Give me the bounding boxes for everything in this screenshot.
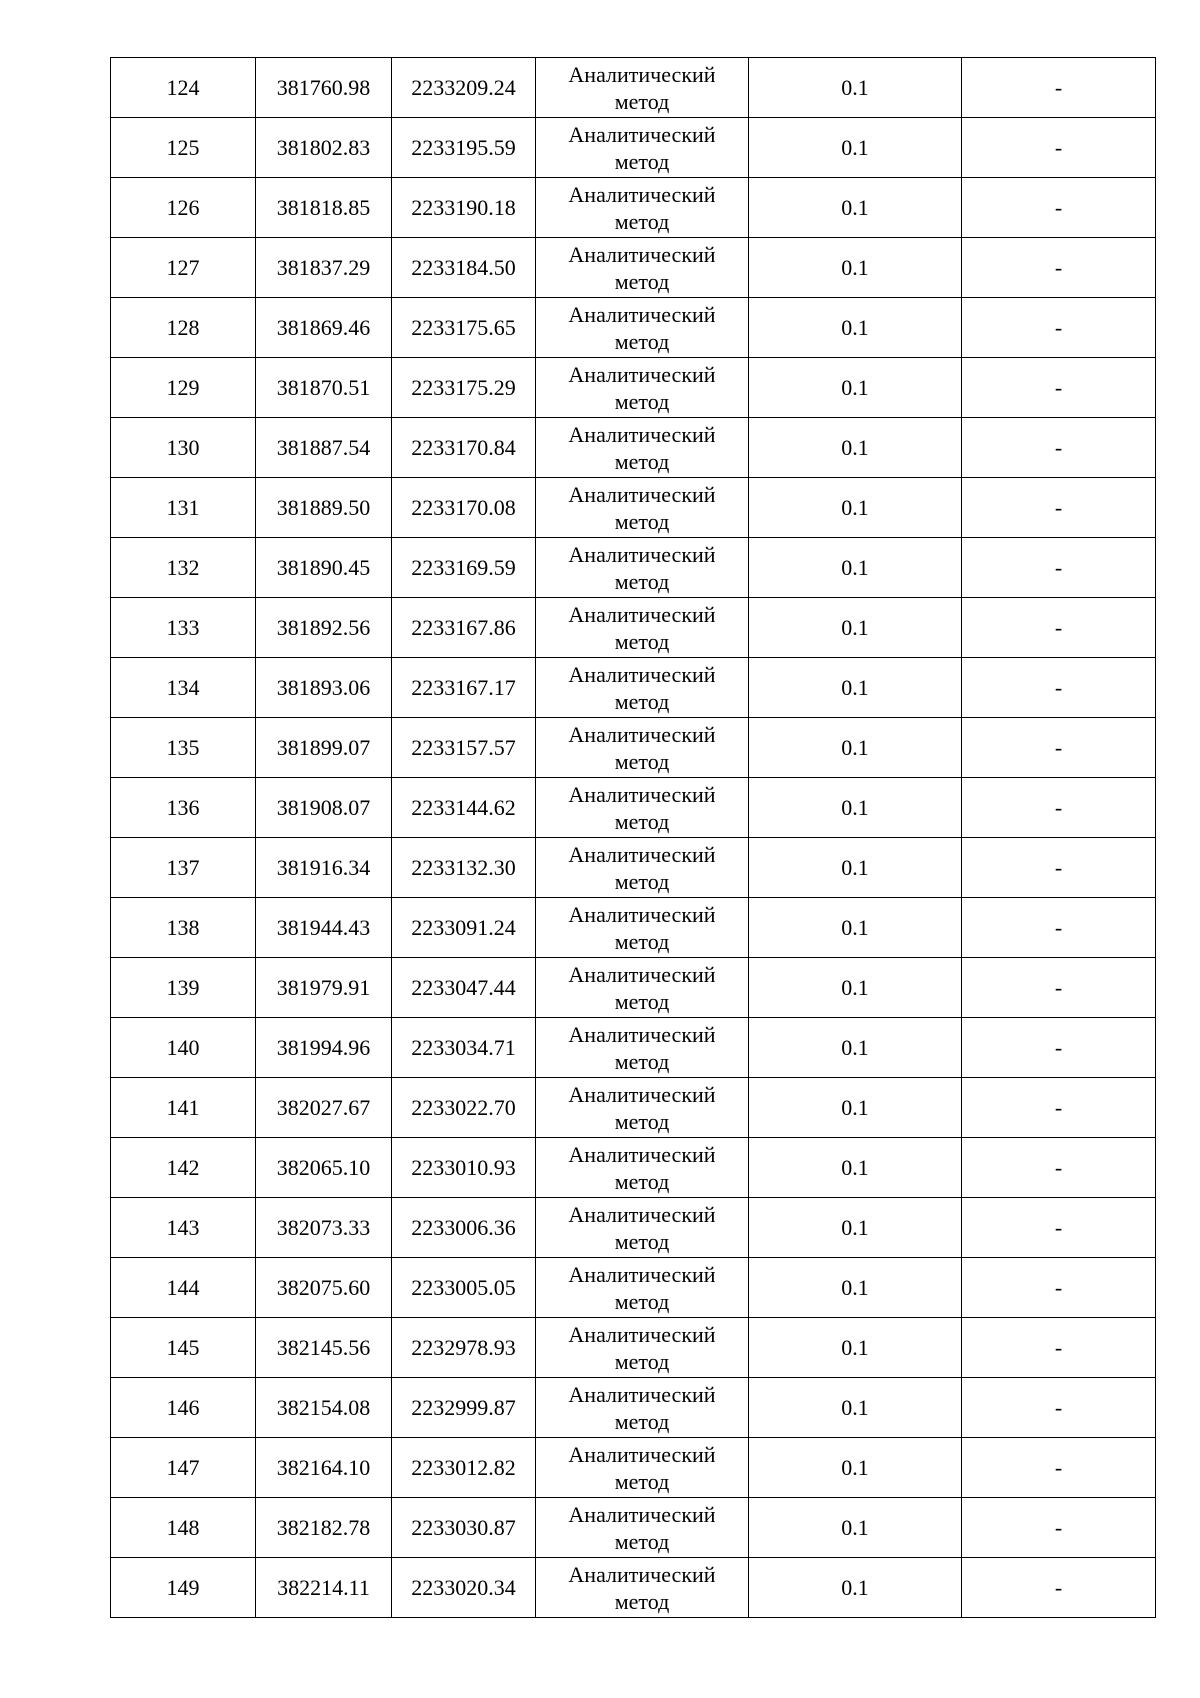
y-coordinate-cell: 2233170.84 bbox=[392, 418, 536, 478]
method-cell bbox=[536, 418, 749, 478]
method-line-2: метод bbox=[614, 1588, 670, 1614]
x-coordinate-cell: 381818.85 bbox=[256, 178, 392, 238]
document-page bbox=[110, 57, 1155, 1618]
note-cell: - bbox=[962, 118, 1156, 178]
note-cell: - bbox=[962, 658, 1156, 718]
method-line-2: метод bbox=[614, 508, 670, 534]
method-line-1: Аналитический bbox=[568, 841, 716, 867]
table-row bbox=[111, 1258, 1156, 1318]
accuracy-cell: 0.1 bbox=[749, 718, 962, 778]
table-row bbox=[111, 1438, 1156, 1498]
y-coordinate-cell: 2233020.34 bbox=[392, 1558, 536, 1618]
method-line-1: Аналитический bbox=[568, 61, 716, 87]
table-row bbox=[111, 418, 1156, 478]
method-line-1: Аналитический bbox=[568, 1381, 716, 1407]
method-line-2: метод bbox=[614, 1108, 670, 1134]
note-cell: - bbox=[962, 1018, 1156, 1078]
method-line-1: Аналитический bbox=[568, 901, 716, 927]
point-number-cell: 141 bbox=[111, 1078, 256, 1138]
table-row bbox=[111, 958, 1156, 1018]
table-row bbox=[111, 1318, 1156, 1378]
accuracy-cell: 0.1 bbox=[749, 238, 962, 298]
x-coordinate-cell: 382154.08 bbox=[256, 1378, 392, 1438]
accuracy-cell: 0.1 bbox=[749, 1198, 962, 1258]
point-number-cell: 149 bbox=[111, 1558, 256, 1618]
point-number-cell: 130 bbox=[111, 418, 256, 478]
note-cell: - bbox=[962, 1138, 1156, 1198]
method-cell bbox=[536, 898, 749, 958]
table-row bbox=[111, 1378, 1156, 1438]
y-coordinate-cell: 2233091.24 bbox=[392, 898, 536, 958]
accuracy-cell: 0.1 bbox=[749, 778, 962, 838]
y-coordinate-cell: 2233005.05 bbox=[392, 1258, 536, 1318]
point-number-cell: 138 bbox=[111, 898, 256, 958]
method-cell bbox=[536, 1558, 749, 1618]
method-cell bbox=[536, 1078, 749, 1138]
method-line-2: метод bbox=[614, 1288, 670, 1314]
y-coordinate-cell: 2233010.93 bbox=[392, 1138, 536, 1198]
y-coordinate-cell: 2233157.57 bbox=[392, 718, 536, 778]
table-row bbox=[111, 598, 1156, 658]
table-row bbox=[111, 1498, 1156, 1558]
method-cell bbox=[536, 238, 749, 298]
note-cell: - bbox=[962, 478, 1156, 538]
x-coordinate-cell: 382073.33 bbox=[256, 1198, 392, 1258]
method-line-2: метод bbox=[614, 928, 670, 954]
method-line-1: Аналитический bbox=[568, 1441, 716, 1467]
accuracy-cell: 0.1 bbox=[749, 1138, 962, 1198]
method-line-1: Аналитический bbox=[568, 1201, 716, 1227]
point-number-cell: 146 bbox=[111, 1378, 256, 1438]
y-coordinate-cell: 2233184.50 bbox=[392, 238, 536, 298]
accuracy-cell: 0.1 bbox=[749, 1438, 962, 1498]
table-row bbox=[111, 718, 1156, 778]
x-coordinate-cell: 381893.06 bbox=[256, 658, 392, 718]
method-line-1: Аналитический bbox=[568, 601, 716, 627]
method-line-1: Аналитический bbox=[568, 421, 716, 447]
y-coordinate-cell: 2233175.65 bbox=[392, 298, 536, 358]
point-number-cell: 144 bbox=[111, 1258, 256, 1318]
method-cell bbox=[536, 658, 749, 718]
table-row bbox=[111, 298, 1156, 358]
point-number-cell: 139 bbox=[111, 958, 256, 1018]
method-line-2: метод bbox=[614, 388, 670, 414]
y-coordinate-cell: 2233169.59 bbox=[392, 538, 536, 598]
accuracy-cell: 0.1 bbox=[749, 958, 962, 1018]
x-coordinate-cell: 381870.51 bbox=[256, 358, 392, 418]
method-cell bbox=[536, 298, 749, 358]
method-line-1: Аналитический bbox=[568, 1561, 716, 1587]
table-row bbox=[111, 478, 1156, 538]
method-line-1: Аналитический bbox=[568, 1321, 716, 1347]
method-line-2: метод bbox=[614, 868, 670, 894]
note-cell: - bbox=[962, 778, 1156, 838]
table-row bbox=[111, 118, 1156, 178]
method-line-2: метод bbox=[614, 988, 670, 1014]
note-cell: - bbox=[962, 418, 1156, 478]
y-coordinate-cell: 2233144.62 bbox=[392, 778, 536, 838]
table-row bbox=[111, 58, 1156, 118]
x-coordinate-cell: 381802.83 bbox=[256, 118, 392, 178]
table-row bbox=[111, 1198, 1156, 1258]
x-coordinate-cell: 381994.96 bbox=[256, 1018, 392, 1078]
method-line-2: метод bbox=[614, 88, 670, 114]
point-number-cell: 142 bbox=[111, 1138, 256, 1198]
note-cell: - bbox=[962, 58, 1156, 118]
note-cell: - bbox=[962, 718, 1156, 778]
method-line-2: метод bbox=[614, 328, 670, 354]
y-coordinate-cell: 2233195.59 bbox=[392, 118, 536, 178]
method-line-2: метод bbox=[614, 268, 670, 294]
accuracy-cell: 0.1 bbox=[749, 1018, 962, 1078]
x-coordinate-cell: 381899.07 bbox=[256, 718, 392, 778]
method-cell bbox=[536, 718, 749, 778]
note-cell: - bbox=[962, 238, 1156, 298]
point-number-cell: 135 bbox=[111, 718, 256, 778]
method-line-2: метод bbox=[614, 148, 670, 174]
point-number-cell: 126 bbox=[111, 178, 256, 238]
method-line-2: метод bbox=[614, 1168, 670, 1194]
method-line-2: метод bbox=[614, 1468, 670, 1494]
method-cell bbox=[536, 1378, 749, 1438]
note-cell: - bbox=[962, 358, 1156, 418]
x-coordinate-cell: 381908.07 bbox=[256, 778, 392, 838]
x-coordinate-cell: 382214.11 bbox=[256, 1558, 392, 1618]
method-line-1: Аналитический bbox=[568, 1501, 716, 1527]
y-coordinate-cell: 2233167.86 bbox=[392, 598, 536, 658]
point-number-cell: 143 bbox=[111, 1198, 256, 1258]
note-cell: - bbox=[962, 898, 1156, 958]
point-number-cell: 134 bbox=[111, 658, 256, 718]
x-coordinate-cell: 381887.54 bbox=[256, 418, 392, 478]
y-coordinate-cell: 2233175.29 bbox=[392, 358, 536, 418]
method-cell bbox=[536, 1318, 749, 1378]
method-line-2: метод bbox=[614, 208, 670, 234]
table-row bbox=[111, 358, 1156, 418]
x-coordinate-cell: 382065.10 bbox=[256, 1138, 392, 1198]
method-line-2: метод bbox=[614, 688, 670, 714]
accuracy-cell: 0.1 bbox=[749, 658, 962, 718]
y-coordinate-cell: 2233170.08 bbox=[392, 478, 536, 538]
point-number-cell: 133 bbox=[111, 598, 256, 658]
method-cell bbox=[536, 178, 749, 238]
x-coordinate-cell: 381889.50 bbox=[256, 478, 392, 538]
method-line-1: Аналитический bbox=[568, 481, 716, 507]
table-row bbox=[111, 238, 1156, 298]
method-line-2: метод bbox=[614, 748, 670, 774]
point-number-cell: 125 bbox=[111, 118, 256, 178]
method-cell bbox=[536, 478, 749, 538]
accuracy-cell: 0.1 bbox=[749, 1558, 962, 1618]
note-cell: - bbox=[962, 1078, 1156, 1138]
method-line-1: Аналитический bbox=[568, 301, 716, 327]
method-line-2: метод bbox=[614, 1228, 670, 1254]
point-number-cell: 148 bbox=[111, 1498, 256, 1558]
table-row bbox=[111, 898, 1156, 958]
method-line-1: Аналитический bbox=[568, 721, 716, 747]
accuracy-cell: 0.1 bbox=[749, 358, 962, 418]
method-line-1: Аналитический bbox=[568, 181, 716, 207]
method-cell bbox=[536, 1138, 749, 1198]
accuracy-cell: 0.1 bbox=[749, 118, 962, 178]
method-line-1: Аналитический bbox=[568, 541, 716, 567]
accuracy-cell: 0.1 bbox=[749, 58, 962, 118]
table-row bbox=[111, 538, 1156, 598]
note-cell: - bbox=[962, 1558, 1156, 1618]
method-line-1: Аналитический bbox=[568, 781, 716, 807]
method-line-1: Аналитический bbox=[568, 1081, 716, 1107]
coordinates-table bbox=[110, 57, 1156, 1618]
method-line-2: метод bbox=[614, 1348, 670, 1374]
point-number-cell: 136 bbox=[111, 778, 256, 838]
accuracy-cell: 0.1 bbox=[749, 1258, 962, 1318]
y-coordinate-cell: 2233034.71 bbox=[392, 1018, 536, 1078]
method-line-1: Аналитический bbox=[568, 961, 716, 987]
method-line-1: Аналитический bbox=[568, 661, 716, 687]
note-cell: - bbox=[962, 1258, 1156, 1318]
method-cell bbox=[536, 538, 749, 598]
method-cell bbox=[536, 598, 749, 658]
point-number-cell: 132 bbox=[111, 538, 256, 598]
method-line-2: метод bbox=[614, 628, 670, 654]
point-number-cell: 147 bbox=[111, 1438, 256, 1498]
table-row bbox=[111, 1138, 1156, 1198]
method-cell bbox=[536, 358, 749, 418]
method-line-2: метод bbox=[614, 1048, 670, 1074]
method-line-2: метод bbox=[614, 1408, 670, 1434]
accuracy-cell: 0.1 bbox=[749, 1498, 962, 1558]
note-cell: - bbox=[962, 178, 1156, 238]
table-row bbox=[111, 1018, 1156, 1078]
y-coordinate-cell: 2233012.82 bbox=[392, 1438, 536, 1498]
table-row bbox=[111, 1558, 1156, 1618]
note-cell: - bbox=[962, 1498, 1156, 1558]
method-line-1: Аналитический bbox=[568, 241, 716, 267]
y-coordinate-cell: 2233132.30 bbox=[392, 838, 536, 898]
accuracy-cell: 0.1 bbox=[749, 598, 962, 658]
accuracy-cell: 0.1 bbox=[749, 1318, 962, 1378]
point-number-cell: 127 bbox=[111, 238, 256, 298]
point-number-cell: 137 bbox=[111, 838, 256, 898]
point-number-cell: 129 bbox=[111, 358, 256, 418]
x-coordinate-cell: 381979.91 bbox=[256, 958, 392, 1018]
y-coordinate-cell: 2233167.17 bbox=[392, 658, 536, 718]
table-row bbox=[111, 1078, 1156, 1138]
x-coordinate-cell: 382182.78 bbox=[256, 1498, 392, 1558]
x-coordinate-cell: 382075.60 bbox=[256, 1258, 392, 1318]
method-line-1: Аналитический bbox=[568, 1021, 716, 1047]
table-row bbox=[111, 178, 1156, 238]
point-number-cell: 131 bbox=[111, 478, 256, 538]
method-line-1: Аналитический bbox=[568, 1141, 716, 1167]
method-line-1: Аналитический bbox=[568, 361, 716, 387]
note-cell: - bbox=[962, 1378, 1156, 1438]
note-cell: - bbox=[962, 958, 1156, 1018]
method-cell bbox=[536, 1438, 749, 1498]
method-cell bbox=[536, 838, 749, 898]
point-number-cell: 140 bbox=[111, 1018, 256, 1078]
x-coordinate-cell: 382145.56 bbox=[256, 1318, 392, 1378]
method-cell bbox=[536, 1198, 749, 1258]
method-cell bbox=[536, 1018, 749, 1078]
accuracy-cell: 0.1 bbox=[749, 538, 962, 598]
note-cell: - bbox=[962, 298, 1156, 358]
x-coordinate-cell: 381890.45 bbox=[256, 538, 392, 598]
y-coordinate-cell: 2233030.87 bbox=[392, 1498, 536, 1558]
y-coordinate-cell: 2233006.36 bbox=[392, 1198, 536, 1258]
note-cell: - bbox=[962, 1318, 1156, 1378]
accuracy-cell: 0.1 bbox=[749, 898, 962, 958]
x-coordinate-cell: 381892.56 bbox=[256, 598, 392, 658]
method-line-2: метод bbox=[614, 1528, 670, 1554]
method-line-2: метод bbox=[614, 808, 670, 834]
table-row bbox=[111, 658, 1156, 718]
accuracy-cell: 0.1 bbox=[749, 178, 962, 238]
method-line-2: метод bbox=[614, 448, 670, 474]
method-cell bbox=[536, 58, 749, 118]
accuracy-cell: 0.1 bbox=[749, 1378, 962, 1438]
method-cell bbox=[536, 958, 749, 1018]
accuracy-cell: 0.1 bbox=[749, 838, 962, 898]
method-line-1: Аналитический bbox=[568, 1261, 716, 1287]
y-coordinate-cell: 2233190.18 bbox=[392, 178, 536, 238]
x-coordinate-cell: 381944.43 bbox=[256, 898, 392, 958]
point-number-cell: 145 bbox=[111, 1318, 256, 1378]
x-coordinate-cell: 381837.29 bbox=[256, 238, 392, 298]
x-coordinate-cell: 381760.98 bbox=[256, 58, 392, 118]
note-cell: - bbox=[962, 598, 1156, 658]
y-coordinate-cell: 2232999.87 bbox=[392, 1378, 536, 1438]
table-row bbox=[111, 778, 1156, 838]
x-coordinate-cell: 382027.67 bbox=[256, 1078, 392, 1138]
y-coordinate-cell: 2233022.70 bbox=[392, 1078, 536, 1138]
accuracy-cell: 0.1 bbox=[749, 298, 962, 358]
note-cell: - bbox=[962, 1438, 1156, 1498]
point-number-cell: 128 bbox=[111, 298, 256, 358]
accuracy-cell: 0.1 bbox=[749, 478, 962, 538]
accuracy-cell: 0.1 bbox=[749, 1078, 962, 1138]
accuracy-cell: 0.1 bbox=[749, 418, 962, 478]
x-coordinate-cell: 382164.10 bbox=[256, 1438, 392, 1498]
note-cell: - bbox=[962, 838, 1156, 898]
method-cell bbox=[536, 778, 749, 838]
method-line-2: метод bbox=[614, 568, 670, 594]
y-coordinate-cell: 2232978.93 bbox=[392, 1318, 536, 1378]
y-coordinate-cell: 2233209.24 bbox=[392, 58, 536, 118]
point-number-cell: 124 bbox=[111, 58, 256, 118]
method-cell bbox=[536, 118, 749, 178]
x-coordinate-cell: 381869.46 bbox=[256, 298, 392, 358]
x-coordinate-cell: 381916.34 bbox=[256, 838, 392, 898]
table-row bbox=[111, 838, 1156, 898]
note-cell: - bbox=[962, 1198, 1156, 1258]
y-coordinate-cell: 2233047.44 bbox=[392, 958, 536, 1018]
note-cell: - bbox=[962, 538, 1156, 598]
method-line-1: Аналитический bbox=[568, 121, 716, 147]
table-body bbox=[111, 58, 1156, 1618]
method-cell bbox=[536, 1498, 749, 1558]
method-cell bbox=[536, 1258, 749, 1318]
